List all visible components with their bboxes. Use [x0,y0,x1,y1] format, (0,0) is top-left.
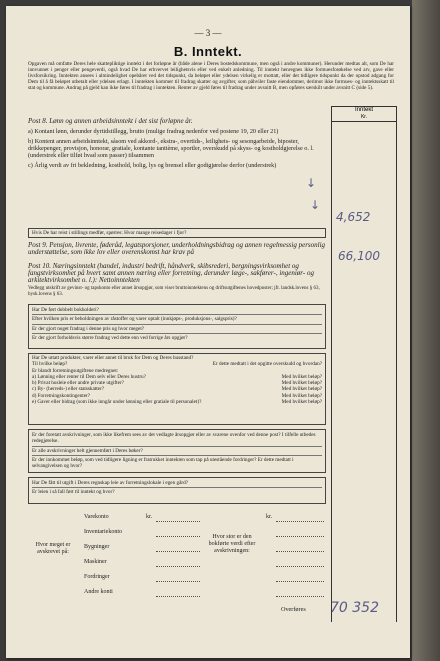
bookkeeping-q1: Har De ført dobbelt bokholderi? [32,306,322,315]
premises-q2: Er leien i så fall ført til inntekt og hvor? [32,489,115,496]
row-fordringer: Fordringer [84,574,110,580]
post10-heading: Post 10. Næringsinntekt (handel, industri bedrift, håndverk, skibsrederi, bergningsvirksomhet og fangstvirksomhet på hvert samt annen næring eller forretning, derunder læge-, sakfører-, ingeniør- og arkitektvirksomhet o. l.): Nettoinntekten [28,262,314,284]
page-number: — 3 — [194,28,222,38]
handwritten-value-2: 66,100 [338,249,380,263]
book-value-label: Hvor stor er den bokførte verdi efter avskrivningen: [208,534,256,554]
depreciation-q2: Er alle avskrivninger helt gjennemført i Deres bøker? [32,447,322,456]
row-bygninger: Bygninger [84,544,110,550]
expenses-item-d: d) Forretningskontingenter? Med hvilket beløp? [32,392,322,399]
post10-note: Vedlegg utskrift av gevinst- og tapskonto eller annet årsopgjør, som viser bruttoinntektens og driftsutgiftenes hovedposter; jfr. landsk.lovens § 63, bysk.lovens § 63. [28,286,320,297]
carry-over-label: Overføres [281,606,306,613]
post8-b: b) Kontent annen arbeidsinntekt, såsom ved akkord-, ekstra-, overtids-, leilighets- og sesongarbeide, biposter, drikkepenger, provisjon, honorar, gratiale, kontante tantième, sportler, overskudd på skyss- og kostholdgjerelse o. l. (understrek eller tilføi hvad som passer) tilsammen [28,138,314,159]
expenses-q3: Er blandt forretningsutgiftene medregnet: [32,367,119,374]
premises-q1: Har De fått til utgift i Deres regnskap leie av forretningslokale i egen gård? [32,479,322,488]
expenses-item-e: e) Gaver eller bidrag (som ikke inngår under lønning eller gratiale til personalet)? Med hvilket beløp? [32,399,322,406]
value-field-line[interactable] [156,581,200,582]
depreciation-q1: Er der foretatt avskrivninger, som ikke likefrem sees av det vedlagte årsopgjør eller av svarene ovenfor ved denne post? I tilfelle utbedes redegjørelse. [32,431,322,447]
page-title: B. Inntekt. [173,44,243,59]
value-field-line[interactable] [276,551,324,552]
value-field-line[interactable] [276,536,324,537]
kr-label-right: kr. [266,514,273,520]
post8-heading: Post 8. Lønn og annen arbeidsinntekt i det sist forløpne år. [28,117,193,125]
post8-section [28,118,328,169]
depreciation-left-label: Hvor meget er avskrevet på: [35,542,71,555]
row-maskiner: Maskiner [84,559,107,565]
post8-c: c) Årlig verdi av fri bekledning, kosthold, bolig, lys og brensel eller godtgjørelse derfor (understrek) [28,162,277,169]
expenses-box [28,353,326,425]
income-column [331,122,397,622]
post10-section [28,263,328,298]
expenses-q1: Har De uttatt produkter, varer eller annet til bruk for Dem og Deres husstand? [32,355,194,361]
bookkeeping-q2: Efter hvilken pris er beholdningen av råstoffer og varer optalt (innkjøps-, produksjons-, salgspris)? [32,315,322,324]
depreciation-q3: Er der innkommet beløp, som ved tidligere ligning er fratrukket inntekten som tap på utestående fordringer? Er dette medtatt i selvangivelsen og hvor? [32,456,294,470]
row-inventariekonto: Inventariekonto [84,529,122,535]
travel-question [28,228,326,238]
form-page [6,6,410,658]
value-field-line[interactable] [156,536,200,537]
expenses-q2b: Er dette medtatt i det opgitte overskudd og hvordan? [212,361,322,368]
income-column-header [331,106,397,122]
income-header-label: Inntekt [354,107,373,113]
row-varekonto: Varekonto [84,514,109,520]
handwritten-mark-b: ↓ [310,198,321,212]
expenses-item-b: b) Privat husleie eller andre private utgifter? Med hvilket beløp? [32,380,322,387]
binding-edge [412,0,440,661]
value-field-line[interactable] [276,566,324,567]
value-field-line[interactable] [156,596,200,597]
handwritten-value-1: 4,652 [336,210,371,224]
bookkeeping-q3: Er der gjort noget fradrag i denne pris og hvor meget? [32,325,322,334]
value-field-line[interactable] [276,581,324,582]
value-field-line[interactable] [156,551,200,552]
expenses-item-a: a) Lønning eller renter til Dem selv eller Deres hustru? Med hvilket beløp? [32,373,322,380]
handwritten-mark-a: ↓ [306,176,317,190]
bookkeeping-box [28,304,326,349]
kr-label-left: kr. [146,514,153,520]
bookkeeping-q4: Er der gjort forholdsvis større fradrag ved dette enn ved forrige års opgjør? [32,334,188,341]
depreciation-box [28,429,326,473]
travel-question-text: Hvis De har reist i stillings medfør, spørres: Hvor mange reisedager i fjor? [32,230,187,236]
post9-text: Post 9. Pensjon, livrente, føderåd, legatsporsjoner, underholdningsbidrag og annen regelmessig personlig understøttelse, som ikke lov eller overenskomst har krav på [28,241,326,256]
expenses-q2a: Til hvilke beløp? [32,361,68,368]
row-andre-konti: Andre konti [84,589,113,595]
value-field-line[interactable] [156,521,200,522]
premises-box [28,477,326,504]
value-field-line[interactable] [156,566,200,567]
intro-text: Opgaven må omfatte Deres hele skattepliktige inntekt i det forløpne år (både alene i Deres bostedskommune, men også i andre kommuner). Herunder medtas alt, som De har innvunnet i penger eller pengeverdi, også hvad De har erhvervet leilighetsvis eller ved enkelt anledning. Til inntekt henregnes ikke formuesforøkelse ved arv, gave eller livsforsikring. Inntekten ansees i almindelighet opebåret ved det tidspunkt, da beløpet eller ydelsen virkelig er mottatt, eller det tidligere tidspunkt da der opstod adgang for Dem til å få beløpet utbetalt eller ydelsen erlagt. I inntekten kommer til fradrag skatter og avgifter, som påhviler faste eiendommer, derimot ikke formues- og inntektsskatt til stat og kommune. Andrag på gjeld kan ikke føres til fradrag i inntekten. Renter av gjeld føres til fradrag under avsnitt B, men opføres særskilt under avsnitt C (side 5). [28,61,394,91]
income-unit: Kr. [360,114,368,120]
expenses-item-c: c) By- (herreds-) eller statsskatter? Med hvilket beløp? [32,386,322,393]
post8-a: a) Kontant lønn, derunder dyrtidstillegg, brutto (mulige fradrag nedenfor ved postene 19, 20 eller 21) [28,128,279,135]
value-field-line[interactable] [276,521,324,522]
depreciation-table [28,512,326,604]
value-field-line[interactable] [276,596,324,597]
post9-section [28,242,328,256]
handwritten-total: 70 352 [330,600,379,616]
